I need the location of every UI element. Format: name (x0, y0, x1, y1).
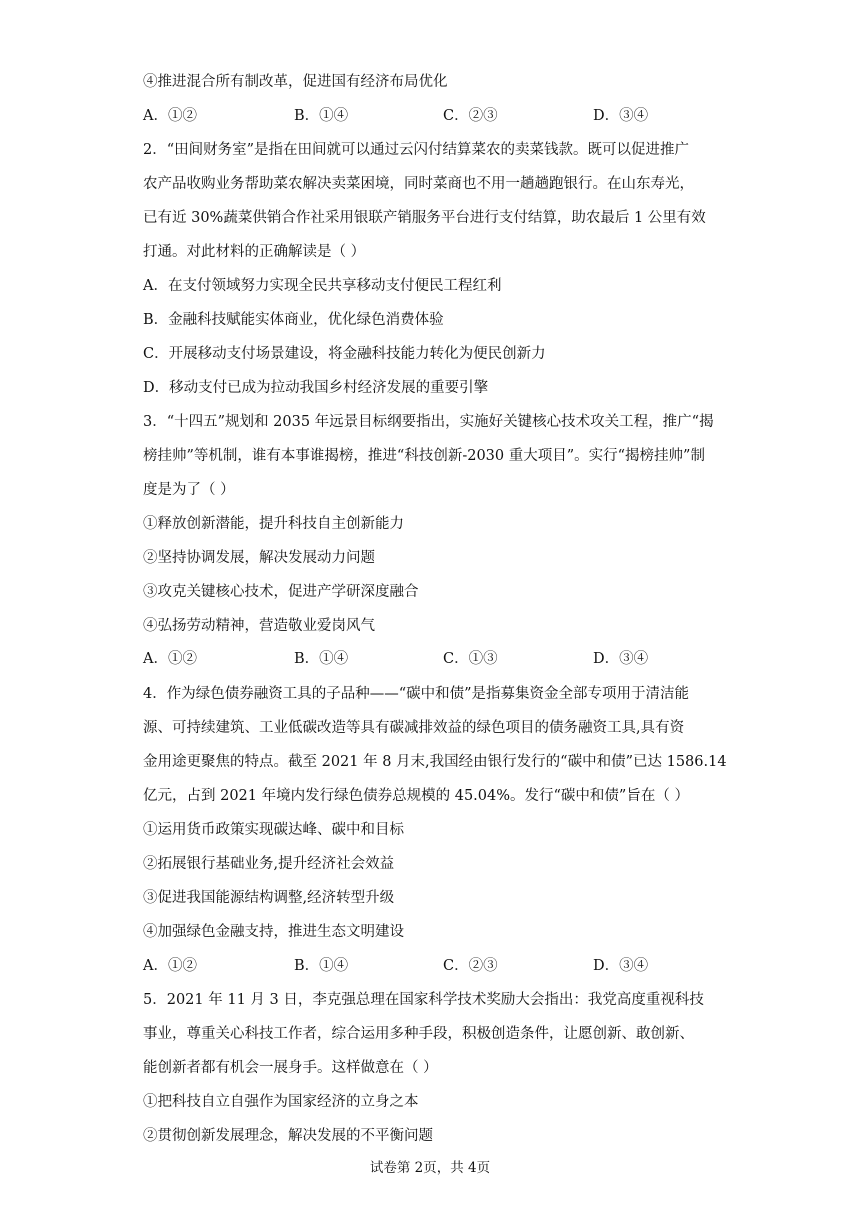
answer-option-c: C．②③ (443, 958, 498, 974)
answer-option-b: B．①④ (294, 651, 349, 667)
question-2-text: 已有近 30%蔬菜供销合作社采用银联产销服务平台进行支付结算，助农最后 1 公里有效 (143, 210, 706, 226)
choice-item-4: ④弘扬劳动精神，营造敬业爱岗风气 (143, 618, 375, 634)
question-4-text: 金用途更聚焦的特点。截至 2021 年 8 月末,我国经由银行发行的“碳中和债”已达 1586.14 (143, 754, 727, 770)
question-2-text: 打通。对此材料的正确解读是（ ） (143, 244, 366, 260)
choice-item-2: ②贯彻创新发展理念，解决发展的不平衡问题 (143, 1128, 433, 1144)
choice-item-3: ③促进我国能源结构调整,经济转型升级 (143, 890, 395, 906)
answer-option-c: C．②③ (443, 108, 498, 124)
answer-option-c: C．开展移动支付场景建设，将金融科技能力转化为便民创新力 (143, 346, 546, 362)
answer-option-d: D．③④ (593, 958, 649, 974)
choice-item-3: ③攻克关键核心技术，促进产学研深度融合 (143, 584, 419, 600)
answer-option-b: B．①④ (294, 108, 349, 124)
answer-option-c: C．①③ (443, 651, 498, 667)
page-footer: 试卷第 2页，共 4页 (369, 1160, 491, 1176)
question-3-text: 榜挂帅”等机制，谁有本事谁揭榜，推进“科技创新-2030 重大项目”。实行“揭榜挂帅”制 (143, 448, 705, 464)
question-5-text: 5．2021 年 11 月 3 日，李克强总理在国家科学技术奖励大会指出：我党高度重视科技 (143, 992, 704, 1008)
question-3-text: 3．“十四五”规划和 2035 年远景目标纲要指出，实施好关键核心技术攻关工程，推广“揭 (143, 414, 714, 430)
question-4-text: 亿元，占到 2021 年境内发行绿色债券总规模的 45.04%。发行“碳中和债”旨在（ ） (143, 788, 689, 804)
answer-option-a: A．①② (143, 108, 197, 124)
question-3-text: 度是为了（ ） (143, 482, 235, 498)
choice-item-2: ②坚持协调发展，解决发展动力问题 (143, 550, 375, 566)
answer-option-b: B．金融科技赋能实体商业，优化绿色消费体验 (143, 312, 444, 328)
choice-item-1: ①把科技自立自强作为国家经济的立身之本 (143, 1094, 419, 1110)
question-2-text: 2．“田间财务室”是指在田间就可以通过云闪付结算菜农的卖菜钱款。既可以促进推广 (143, 142, 690, 158)
answer-option-d: D．③④ (593, 108, 649, 124)
answer-option-a: A．①② (143, 958, 197, 974)
choice-item-1: ①释放创新潜能，提升科技自主创新能力 (143, 516, 404, 532)
answer-option-d: D．③④ (593, 651, 649, 667)
question-4-text: 源、可持续建筑、工业低碳改造等具有碳减排效益的绿色项目的债务融资工具,具有资 (143, 720, 685, 736)
choice-item-2: ②拓展银行基础业务,提升经济社会效益 (143, 856, 395, 872)
question-5-text: 事业，尊重关心科技工作者，综合运用多种手段，积极创造条件，让愿创新、敢创新、 (143, 1026, 694, 1042)
question-2-text: 农产品收购业务帮助菜农解决卖菜困境，同时菜商也不用一趟趟跑银行。在山东寿光， (143, 176, 694, 192)
answer-option-a: A．①② (143, 651, 197, 667)
choice-item-4: ④加强绿色金融支持，推进生态文明建设 (143, 924, 404, 940)
choice-item-4: ④推进混合所有制改革，促进国有经济布局优化 (143, 74, 448, 90)
answer-option-d: D．移动支付已成为拉动我国乡村经济发展的重要引擎 (143, 380, 489, 396)
question-5-text: 能创新者都有机会一展身手。这样做意在（ ） (143, 1060, 438, 1076)
answer-option-a: A．在支付领域努力实现全民共享移动支付便民工程红利 (143, 278, 502, 294)
answer-option-b: B．①④ (294, 958, 349, 974)
choice-item-1: ①运用货币政策实现碳达峰、碳中和目标 (143, 822, 404, 838)
question-4-text: 4．作为绿色债券融资工具的子品种——“碳中和债”是指募集资金全部专项用于清洁能 (143, 686, 690, 702)
